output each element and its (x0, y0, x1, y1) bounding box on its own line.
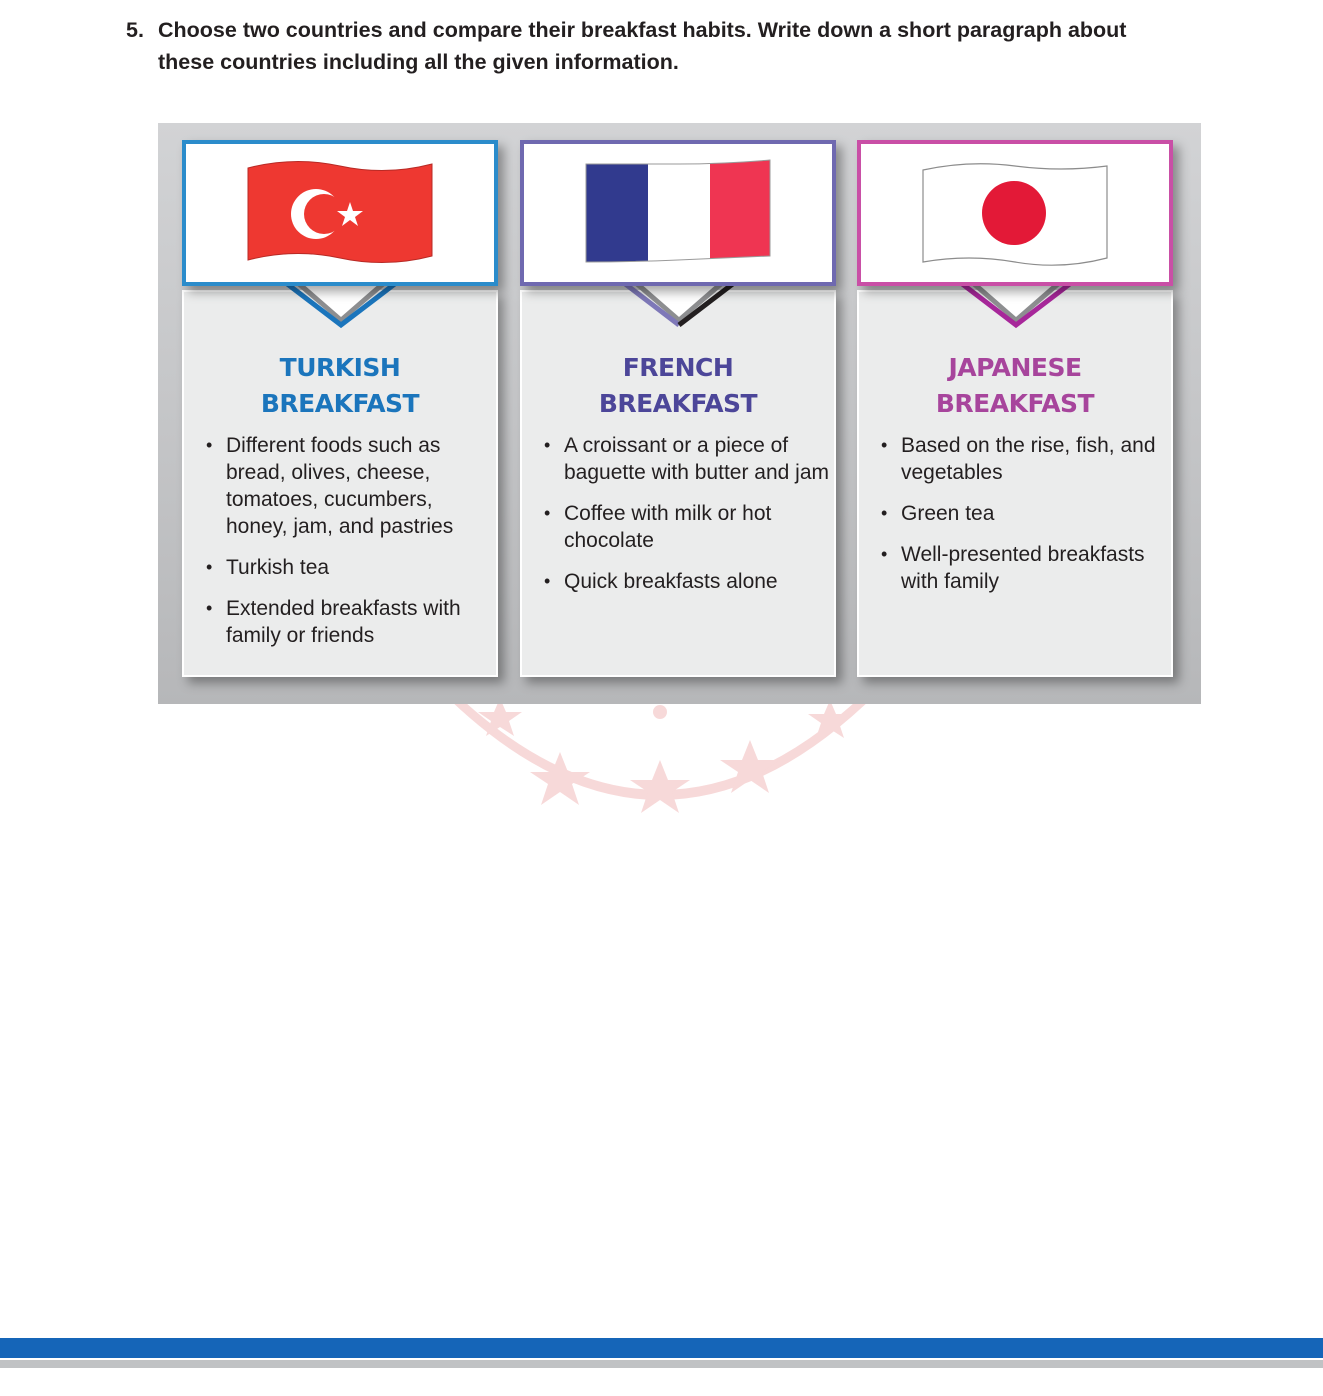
list-item: • Turkish tea (206, 554, 492, 581)
pointer-arrow-icon (961, 283, 1071, 343)
habit-list (881, 432, 1167, 609)
list-item: • Based on the rise, fish, and vegetables (881, 432, 1167, 486)
question-text: Choose two countries and compare their breakfast habits. Write down a short paragraph about these countries including all the given information. (158, 18, 1127, 74)
question-number: 5. (126, 18, 144, 42)
list-item: • Quick breakfasts alone (544, 568, 830, 595)
list-item: • Coffee with milk or hot chocolate (544, 500, 830, 554)
footer-blue-bar (0, 1338, 1323, 1358)
list-item: • Extended breakfasts with family or friends (206, 595, 492, 649)
flag-frame (520, 140, 836, 286)
card-japanese (857, 140, 1173, 677)
habit-list (206, 432, 492, 663)
breakfast-comparison-panel (158, 123, 1201, 704)
footer-gray-bar (0, 1360, 1323, 1368)
list-item: • Different foods such as bread, olives, cheese, tomatoes, cucumbers, honey, jam, and pastries (206, 432, 492, 540)
card-body (520, 290, 836, 677)
card-body (857, 290, 1173, 677)
question (126, 14, 1186, 78)
card-title: FRENCH BREAKFAST (598, 353, 758, 418)
habit-list (544, 432, 830, 609)
pointer-arrow-icon (624, 283, 734, 343)
list-item: • Well-presented breakfasts with family (881, 541, 1167, 595)
france-flag-icon (582, 158, 774, 268)
card-turkish (182, 140, 498, 677)
watermark-seal-icon (400, 680, 920, 850)
card-body (182, 290, 498, 677)
list-item: • Green tea (881, 500, 1167, 527)
flag-frame (857, 140, 1173, 286)
pointer-arrow-icon (286, 283, 396, 343)
card-title: JAPANESE BREAKFAST (935, 353, 1095, 418)
card-french (520, 140, 836, 677)
flag-frame (182, 140, 498, 286)
list-item: • A croissant or a piece of baguette with butter and jam (544, 432, 830, 486)
turkey-flag-icon (244, 158, 436, 268)
card-title: TURKISH BREAKFAST (260, 353, 420, 418)
japan-flag-icon (919, 158, 1111, 268)
